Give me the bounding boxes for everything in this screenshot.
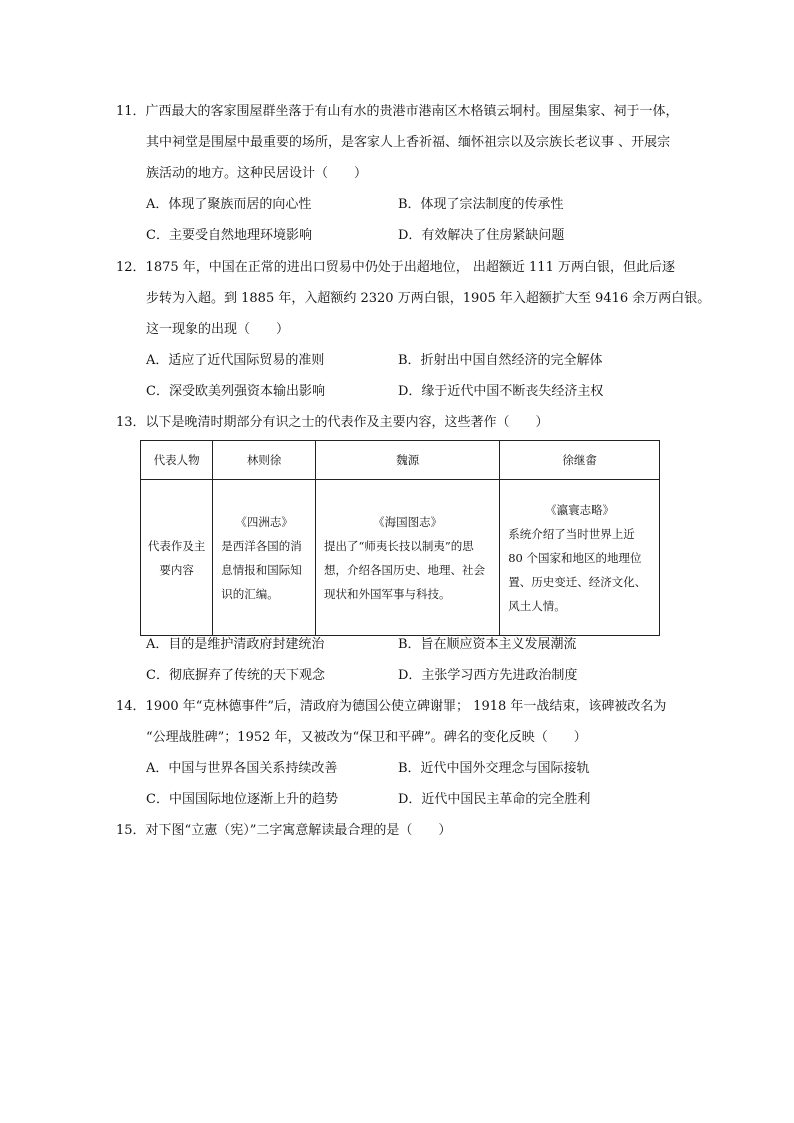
table-header-lin-zexu: 林则徐 — [213, 441, 316, 480]
question-13-option-c[interactable]: C．彻底摒弃了传统的天下观念 — [146, 668, 325, 683]
question-14-option-c[interactable]: C．中国国际地位逐渐上升的趋势 — [146, 792, 338, 807]
question-13-stem-line-1: 13．以下是晚清时期部分有识之士的代表作及主要内容，这些著作（ ） — [116, 415, 549, 430]
question-12-stem-line-1: 12．1875 年，中国在正常的进出口贸易中仍处于出超地位， 出超额近 111 万两白银，但此后逐 — [116, 260, 675, 275]
question-12-option-d[interactable]: D．缘于近代中国不断丧失经济主权 — [398, 384, 604, 399]
question-12-options-row-2 — [116, 376, 696, 407]
question-14-options-row-2 — [116, 784, 696, 815]
book-desc-sizhouzhi: 是西洋各国的消息情报和国际知识的汇编。 — [221, 538, 302, 601]
book-title-yinghuanzhilue: 《瀛寰志略》 — [545, 502, 615, 517]
question-15-stem-line-1: 15．对下图“立憲（宪）”二字寓意解读最合理的是（ ） — [116, 823, 452, 838]
question-14-option-d[interactable]: D．近代中国民主革命的完全胜利 — [398, 792, 591, 807]
question-14-option-a[interactable]: A．中国与世界各国关系持续改善 — [146, 761, 338, 776]
question-14-stem-line-2: “公理战胜碑”；1952 年，又被改为“保卫和平碑”。碑名的变化反映（ ） — [146, 730, 587, 745]
table-row — [141, 480, 660, 636]
question-13-option-b[interactable]: B．旨在顺应资本主义发展潮流 — [398, 637, 577, 652]
question-12-stem-line-2: 步转为入超。到 1885 年，入超额约 2320 万两白银，1905 年入超额扩大至 9416 余万两白银。 — [146, 291, 711, 306]
question-11 — [116, 96, 696, 251]
table-header-row — [141, 441, 660, 480]
question-13-options-row-1 — [116, 629, 696, 660]
question-11-stem-line-2: 其中祠堂是围屋中最重要的场所，是客家人上香祈福、缅怀祖宗以及宗族长老议事 、开展宗 — [146, 135, 671, 150]
question-11-options-row-1 — [116, 189, 696, 220]
question-14-stem-line-1: 14．1900 年“克林德事件”后，清政府为德国公使立碑谢罪； 1918 年一战结束，该碑被改名为 — [116, 699, 667, 714]
question-15 — [116, 815, 696, 846]
table-header-representative: 代表人物 — [141, 441, 213, 480]
table-row-label: 代表作及主要内容 — [141, 480, 213, 636]
question-11-stem-line-3: 族活动的地方。这种民居设计（ ） — [146, 166, 368, 181]
book-desc-haiguotuzhi: 提出了“师夷长技以制夷”的思想，介绍各国历史、地理、社会现状和外国军事与科技。 — [324, 538, 486, 601]
question-12-stem-line-3: 这一现象的出现（ ） — [146, 322, 290, 337]
question-14 — [116, 691, 696, 815]
book-title-haiguotuzhi: 《海国图志》 — [373, 514, 443, 529]
question-14-option-b[interactable]: B．近代中国外交理念与国际接轨 — [398, 761, 590, 776]
question-13-options — [116, 629, 696, 691]
table-cell-lin-zexu — [213, 480, 316, 636]
question-13-option-d[interactable]: D．主张学习西方先进政治制度 — [398, 668, 578, 683]
question-12-option-c[interactable]: C．深受欧美列强资本输出影响 — [146, 384, 325, 399]
question-14-options-row-1 — [116, 753, 696, 784]
question-11-option-d[interactable]: D．有效解决了住房紧缺问题 — [398, 228, 565, 243]
question-11-stem-line-1: 11．广西最大的客家围屋群坐落于有山有水的贵港市港南区木格镇云垌村。围屋集家、祠于一体， — [116, 104, 679, 119]
question-12-option-a[interactable]: A．适应了近代国际贸易的准则 — [146, 353, 325, 368]
question-13-table — [140, 440, 660, 636]
question-13-option-a[interactable]: A．目的是维护清政府封建统治 — [146, 637, 325, 652]
table-cell-wei-yuan — [316, 480, 500, 636]
table-cell-xu-jiyu — [500, 480, 660, 636]
table-header-xu-jiyu: 徐继畬 — [500, 441, 660, 480]
question-12 — [116, 252, 711, 407]
question-13 — [116, 407, 696, 438]
book-title-sizhouzhi: 《四洲志》 — [235, 514, 293, 529]
question-12-options-row-1 — [116, 345, 696, 376]
question-11-option-a[interactable]: A．体现了聚族而居的向心性 — [146, 197, 312, 212]
question-12-option-b[interactable]: B．折射出中国自然经济的完全解体 — [398, 353, 603, 368]
question-11-option-b[interactable]: B．体现了宗法制度的传承性 — [398, 197, 564, 212]
book-desc-yinghuanzhilue: 系统介绍了当时世界上近 80 个国家和地区的地理位置、历史变迁、经济文化、风土人情。 — [508, 526, 647, 613]
question-11-options-row-2 — [116, 220, 696, 251]
question-11-option-c[interactable]: C．主要受自然地理环境影响 — [146, 228, 312, 243]
table-header-wei-yuan: 魏源 — [316, 441, 500, 480]
question-13-options-row-2 — [116, 660, 696, 691]
